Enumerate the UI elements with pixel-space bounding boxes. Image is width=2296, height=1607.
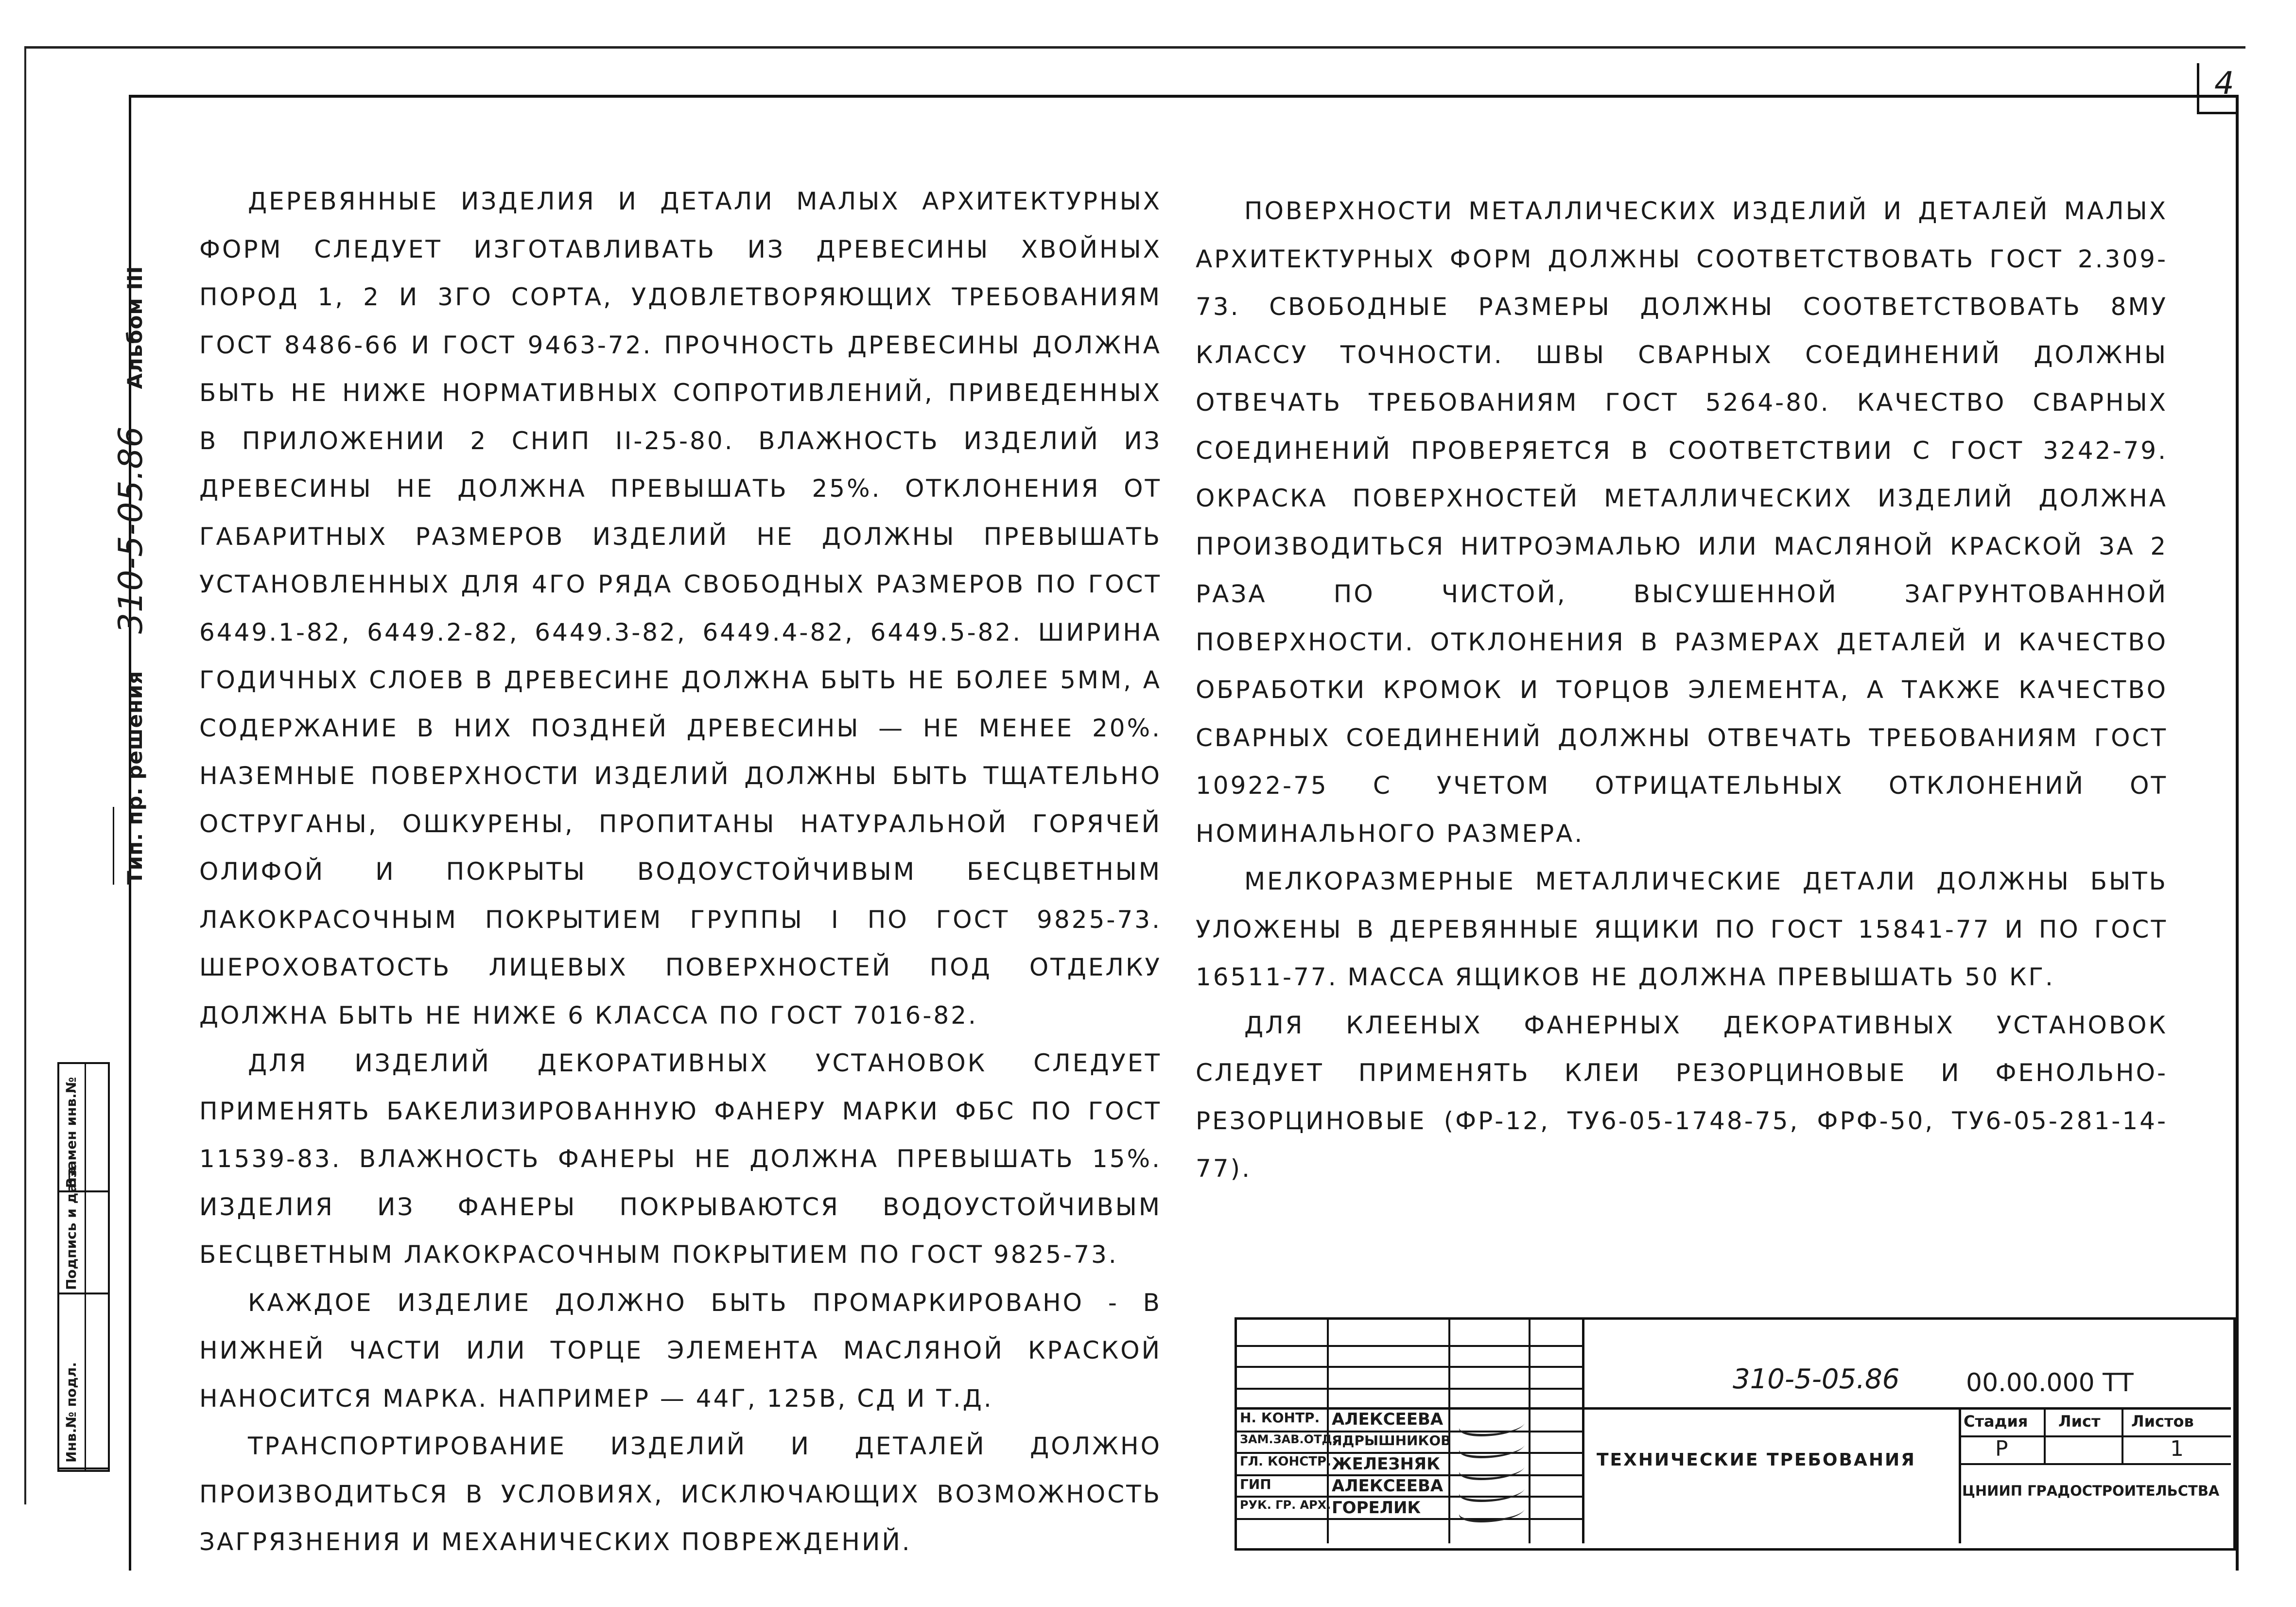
signature [1456,1415,1529,1436]
paragraph-transport: ТРАНСПОРТИРОВАНИЕ ИЗДЕЛИЙ И ДЕТАЛЕЙ ДОЛЖНО ПРОИЗВОДИТЬСЯ В УСЛОВИЯХ, ИСКЛЮЧАЮЩИХ ВОЗМОЖНОСТЬ ЗАГРЯЗНЕНИЯ И МЕХАНИЧЕСКИХ ПОВРЕЖДЕНИЙ. [199,1432,1162,1556]
paragraph-metal: ПОВЕРХНОСТИ МЕТАЛЛИЧЕСКИХ ИЗДЕЛИЙ И ДЕТАЛЕЙ МАЛЫХ АРХИТЕКТУРНЫХ ФОРМ ДОЛЖНЫ СООТВЕТСТВОВАТЬ ГОСТ 2.309-73. СВОБОДНЫЕ РАЗМЕРЫ ДОЛЖНЫ СООТВЕТСТВОВАТЬ 8МУ КЛАССУ ТОЧНОСТИ. ШВЫ СВАРНЫХ СОЕДИНЕНИЙ ДОЛЖНЫ ОТВЕЧАТЬ ТРЕБОВАНИЯМ ГОСТ 5264-80. КАЧЕСТВО СВАРНЫХ СОЕДИНЕНИЙ ПРОВЕРЯЕТСЯ В СООТВЕТСТВИИ С ГОСТ 3242-79. ОКРАСКА ПОВЕРХНОСТЕЙ МЕТАЛЛИЧЕСКИХ ИЗДЕЛИЙ ДОЛЖНА ПРОИЗВОДИТЬСЯ НИТРОЭМАЛЬЮ ИЛИ МАСЛЯНОЙ КРАСКОЙ ЗА 2 РАЗА ПО ЧИСТОЙ, ВЫСУШЕННОЙ ЗАГРУНТОВАННОЙ ПОВЕРХНОСТИ. ОТКЛОНЕНИЯ В РАЗМЕРАХ ДЕТАЛЕЙ И КАЧЕСТВО ОБРАБОТКИ КРОМОК И ТОРЦОВ ЭЛЕМЕНТА, А ТАКЖЕ КАЧЕСТВО СВАРНЫХ СОЕДИНЕНИЙ ДОЛЖНЫ ОТВЕЧАТЬ ТРЕБОВАНИЯМ ГОСТ 10922-75 С УЧЕТОМ ОТРИЦАТЕЛЬНЫХ ОТКЛОНЕНИЙ ОТ НОМИНАЛЬНОГО РАЗМЕРА. [1196,197,2168,848]
name-gl-konstr: ЖЕЛЕЗНЯК [1332,1454,1440,1474]
side-album: Альбом III [123,265,147,389]
name-n-kontr: АЛЕКСЕЕВА [1332,1410,1444,1429]
role-gip: ГИП [1240,1476,1271,1492]
tb-line [1959,1463,2231,1465]
right-column-text [1196,187,2168,1193]
doc-title: ТЕХНИЧЕСКИЕ ТРЕБОВАНИЯ [1597,1450,1916,1470]
name-ruk-gr: ГОРЕЛИК [1332,1498,1421,1518]
side-underline [113,807,114,885]
stamp-label-sign: Подпись и дата [63,1166,79,1290]
tb-line [1237,1496,1584,1498]
tb-line [1237,1345,1584,1347]
signature [1456,1480,1529,1502]
tb-line [1237,1452,1584,1454]
signature [1456,1458,1529,1480]
outer-frame-top [24,46,2245,49]
name-zam-zav: ЯДРЫШНИКОВ [1332,1432,1451,1449]
stamp-label-replace: Взамен инв.№ [63,1077,79,1188]
side-strip [112,266,150,885]
tb-line [1959,1410,1961,1543]
tb-line [1237,1366,1584,1368]
title-block [1235,1317,2236,1551]
paragraph-plywood: ДЛЯ ИЗДЕЛИЙ ДЕКОРАТИВНЫХ УСТАНОВОК СЛЕДУЕТ ПРИМЕНЯТЬ БАКЕЛИЗИРОВАННУЮ ФАНЕРУ МАРКИ ФБС ПО ГОСТ 11539-83. ВЛАЖНОСТЬ ФАНЕРЫ НЕ ДОЛЖНА ПРЕВЫШАТЬ 15%. ИЗДЕЛИЯ ИЗ ФАНЕРЫ ПОКРЫВАЮТСЯ ВОДОУСТОЙЧИВЫМ БЕСЦВЕТНЫМ ЛАКОКРАСОЧНЫМ ПОКРЫТИЕМ ПО ГОСТ 9825-73. [199,1049,1162,1269]
header-sheet: Лист [2058,1412,2101,1431]
organization: ЦНИИП ГРАДОСТРОИТЕЛЬСТВА [1962,1483,2220,1499]
value-stage: Р [1995,1436,2008,1461]
left-column-text [199,177,1162,1566]
header-sheets: Листов [2131,1412,2194,1431]
role-gl-konstr: ГЛ. КОНСТР. [1240,1454,1331,1469]
side-stamp-line [59,1293,108,1294]
side-stamp-line [59,1467,108,1469]
role-n-kontr: Н. КОНТР. [1240,1410,1320,1426]
doc-code: 310-5-05.86 [1733,1363,1900,1395]
paragraph-packing: МЕЛКОРАЗМЕРНЫЕ МЕТАЛЛИЧЕСКИЕ ДЕТАЛИ ДОЛЖНЫ БЫТЬ УЛОЖЕНЫ В ДЕРЕВЯННЫЕ ЯЩИКИ ПО ГОСТ 15841-77 И ПО ГОСТ 16511-77. МАССА ЯЩИКОВ НЕ ДОЛЖНА ПРЕВЫШАТЬ 50 КГ. [1196,867,2168,991]
role-zam-zav: ЗАМ.ЗАВ.ОТД. [1240,1432,1337,1446]
tb-line [1237,1518,1584,1520]
side-doc-type: Тип. пр. решения [123,670,147,885]
outer-frame-left [24,46,26,1504]
stamp-label-inv: Инв.№ подл. [63,1362,79,1463]
page-number: 4 [2214,66,2234,102]
paragraph-glue: ДЛЯ КЛЕЕНЫХ ФАНЕРНЫХ ДЕКОРАТИВНЫХ УСТАНОВОК СЛЕДУЕТ ПРИМЕНЯТЬ КЛЕИ РЕЗОРЦИНОВЫЕ И ФЕНОЛЬНО-РЕЗОРЦИНОВЫЕ (ФР-12, ТУ6-05-1748-75, ФРФ-50, ТУ6-05-281-14-77). [1196,1011,2168,1183]
side-stamp-divider [85,1064,86,1470]
side-doc-code: 310-5-05.86 [112,426,150,634]
header-stage: Стадия [1964,1412,2028,1431]
tb-line [1237,1388,1584,1390]
role-ruk-gr: РУК. ГР. АРХ. [1240,1498,1331,1512]
name-gip: АЛЕКСЕЕВА [1332,1476,1444,1496]
side-stamp [57,1062,110,1472]
signature [1456,1436,1529,1458]
sheet-code: 00.00.000 ТТ [1966,1368,2134,1397]
value-sheets: 1 [2170,1436,2184,1461]
paragraph-wood: ДЕРЕВЯННЫЕ ИЗДЕЛИЯ И ДЕТАЛИ МАЛЫХ АРХИТЕКТУРНЫХ ФОРМ СЛЕДУЕТ ИЗГОТАВЛИВАТЬ ИЗ ДРЕВЕСИНЫ ХВОЙНЫХ ПОРОД 1, 2 И 3ГО СОРТА, УДОВЛЕТВОРЯЮЩИХ ТРЕБОВАНИЯМ ГОСТ 8486-66 И ГОСТ 9463-72. ПРОЧНОСТЬ ДРЕВЕСИНЫ ДОЛЖНА БЫТЬ НЕ НИЖЕ НОРМАТИВНЫХ СОПРОТИВЛЕНИЙ, ПРИВЕДЕННЫХ В ПРИЛОЖЕНИИ 2 СНИП II-25-80. ВЛАЖНОСТЬ ИЗДЕЛИЙ ИЗ ДРЕВЕСИНЫ НЕ ДОЛЖНА ПРЕВЫШАТЬ 25%. ОТКЛОНЕНИЯ ОТ ГАБАРИТНЫХ РАЗМЕРОВ ИЗДЕЛИЙ НЕ ДОЛЖНЫ ПРЕВЫШАТЬ УСТАНОВЛЕННЫХ ДЛЯ 4ГО РЯДА СВОБОДНЫХ РАЗМЕРОВ ПО ГОСТ 6449.1-82, 6449.2-82, 6449.3-82, 6449.4-82, 6449.5-82. ШИРИНА ГОДИЧНЫХ СЛОЕВ В ДРЕВЕСИНЕ ДОЛЖНА БЫТЬ НЕ БОЛЕЕ 5ММ, А СОДЕРЖАНИЕ В НИХ ПОЗДНЕЙ ДРЕВЕСИНЫ — НЕ МЕНЕЕ 20%. НАЗЕМНЫЕ ПОВЕРХНОСТИ ИЗДЕЛИЙ ДОЛЖНЫ БЫТЬ ТЩАТЕЛЬНО ОСТРУГАНЫ, ОШКУРЕНЫ, ПРОПИТАНЫ НАТУРАЛЬНОЙ ГОРЯЧЕЙ ОЛИФОЙ И ПОКРЫТЫ ВОДОУСТОЙЧИВЫМ БЕСЦВЕТНЫМ ЛАКОКРАСОЧНЫМ ПОКРЫТИЕМ ГРУППЫ I ПО ГОСТ 9825-73. ШЕРОХОВАТОСТЬ ЛИЦЕВЫХ ПОВЕРХНОСТЕЙ ПОД ОТДЕЛКУ ДОЛЖНА БЫТЬ НЕ НИЖЕ 6 КЛАССА ПО ГОСТ 7016-82. [199,187,1162,1030]
paragraph-marking: КАЖДОЕ ИЗДЕЛИЕ ДОЛЖНО БЫТЬ ПРОМАРКИРОВАНО - В НИЖНЕЙ ЧАСТИ ИЛИ ТОРЦЕ ЭЛЕМЕНТА МАСЛЯНОЙ КРАСКОЙ НАНОСИТСЯ МАРКА. НАПРИМЕР — 44Г, 125В, СД И Т.Д. [199,1288,1162,1413]
